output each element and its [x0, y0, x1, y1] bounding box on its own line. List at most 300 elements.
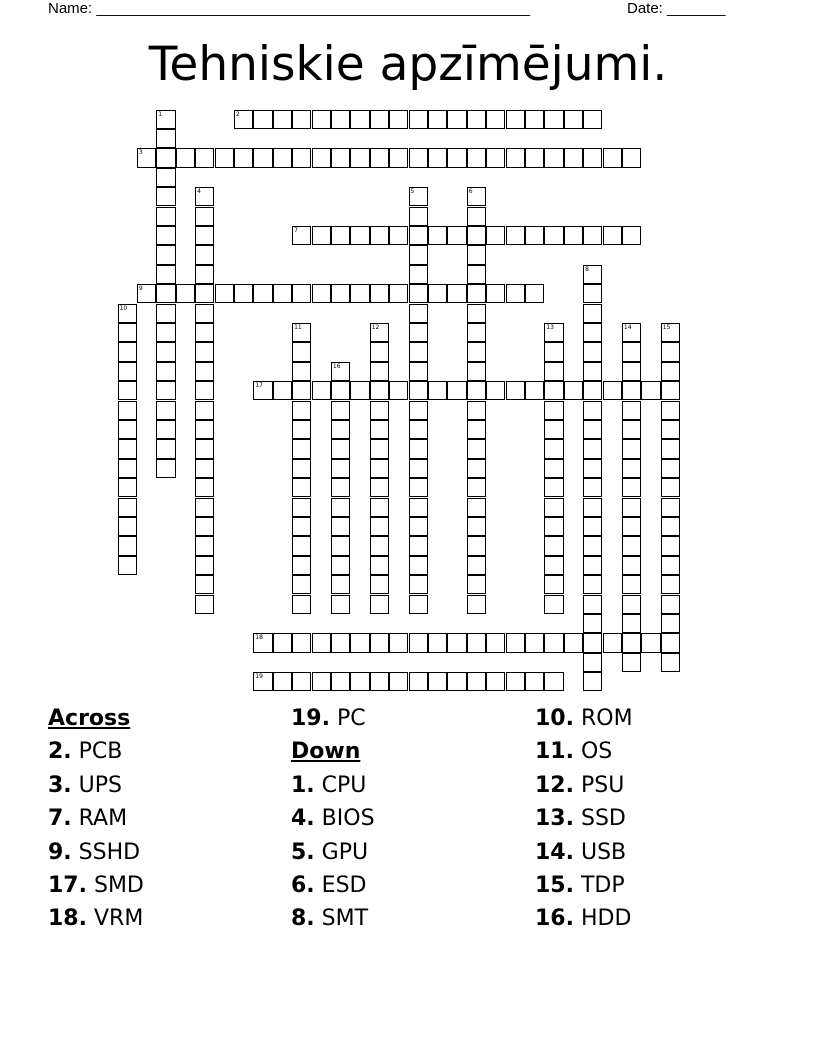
crossword-cell[interactable] [544, 517, 563, 536]
crossword-cell[interactable] [350, 148, 369, 167]
crossword-cell[interactable] [447, 226, 466, 245]
crossword-cell[interactable] [350, 110, 369, 129]
crossword-cell[interactable] [564, 148, 583, 167]
crossword-cell[interactable] [467, 110, 486, 129]
crossword-cell[interactable] [525, 284, 544, 303]
crossword-cell[interactable] [603, 226, 622, 245]
crossword-cell[interactable] [544, 401, 563, 420]
crossword-cell[interactable] [622, 459, 641, 478]
crossword-cell[interactable] [661, 653, 680, 672]
crossword-cell[interactable] [156, 226, 175, 245]
crossword-cell[interactable] [409, 207, 428, 226]
crossword-cell[interactable] [292, 575, 311, 594]
crossword-cell[interactable] [273, 672, 292, 691]
crossword-cell[interactable] [312, 226, 331, 245]
crossword-cell[interactable] [370, 517, 389, 536]
crossword-cell[interactable] [409, 284, 428, 303]
crossword-cell[interactable] [447, 148, 466, 167]
crossword-cell[interactable] [467, 362, 486, 381]
crossword-cell[interactable] [195, 517, 214, 536]
crossword-cell[interactable] [603, 381, 622, 400]
crossword-cell[interactable] [195, 498, 214, 517]
crossword-cell[interactable] [583, 420, 602, 439]
crossword-cell[interactable] [409, 556, 428, 575]
crossword-cell[interactable] [409, 187, 428, 206]
crossword-cell[interactable] [195, 226, 214, 245]
crossword-cell[interactable] [467, 498, 486, 517]
crossword-cell[interactable] [292, 148, 311, 167]
crossword-cell[interactable] [350, 284, 369, 303]
crossword-cell[interactable] [544, 536, 563, 555]
crossword-cell[interactable] [467, 517, 486, 536]
crossword-cell[interactable] [661, 459, 680, 478]
crossword-cell[interactable] [583, 536, 602, 555]
crossword-cell[interactable] [622, 401, 641, 420]
crossword-cell[interactable] [467, 556, 486, 575]
crossword-cell[interactable] [447, 284, 466, 303]
crossword-cell[interactable] [370, 498, 389, 517]
crossword-cell[interactable] [253, 110, 272, 129]
crossword-cell[interactable] [544, 633, 563, 652]
crossword-cell[interactable] [331, 284, 350, 303]
crossword-cell[interactable] [583, 498, 602, 517]
crossword-cell[interactable] [622, 439, 641, 458]
crossword-cell[interactable] [525, 226, 544, 245]
crossword-cell[interactable] [622, 556, 641, 575]
crossword-cell[interactable] [603, 633, 622, 652]
crossword-cell[interactable] [331, 401, 350, 420]
crossword-cell[interactable] [486, 148, 505, 167]
crossword-cell[interactable] [292, 498, 311, 517]
crossword-cell[interactable] [447, 633, 466, 652]
crossword-cell[interactable] [331, 556, 350, 575]
crossword-cell[interactable] [622, 498, 641, 517]
crossword-cell[interactable] [292, 633, 311, 652]
crossword-cell[interactable] [253, 672, 272, 691]
crossword-cell[interactable] [156, 187, 175, 206]
crossword-cell[interactable] [467, 633, 486, 652]
crossword-cell[interactable] [389, 672, 408, 691]
crossword-cell[interactable] [583, 672, 602, 691]
crossword-cell[interactable] [195, 381, 214, 400]
crossword-cell[interactable] [156, 420, 175, 439]
crossword-cell[interactable] [118, 362, 137, 381]
crossword-cell[interactable] [156, 323, 175, 342]
crossword-cell[interactable] [467, 226, 486, 245]
crossword-cell[interactable] [544, 556, 563, 575]
crossword-cell[interactable] [525, 672, 544, 691]
crossword-cell[interactable] [622, 595, 641, 614]
crossword-cell[interactable] [409, 304, 428, 323]
crossword-cell[interactable] [156, 401, 175, 420]
crossword-cell[interactable] [195, 575, 214, 594]
crossword-cell[interactable] [506, 148, 525, 167]
crossword-cell[interactable] [253, 381, 272, 400]
crossword-cell[interactable] [331, 595, 350, 614]
crossword-cell[interactable] [409, 439, 428, 458]
crossword-cell[interactable] [195, 304, 214, 323]
crossword-cell[interactable] [467, 595, 486, 614]
crossword-cell[interactable] [331, 226, 350, 245]
crossword-cell[interactable] [583, 110, 602, 129]
crossword-cell[interactable] [370, 672, 389, 691]
crossword-cell[interactable] [312, 148, 331, 167]
crossword-cell[interactable] [292, 439, 311, 458]
crossword-cell[interactable] [137, 284, 156, 303]
crossword-cell[interactable] [409, 575, 428, 594]
crossword-cell[interactable] [118, 304, 137, 323]
crossword-cell[interactable] [370, 401, 389, 420]
crossword-cell[interactable] [564, 110, 583, 129]
crossword-cell[interactable] [467, 342, 486, 361]
crossword-cell[interactable] [603, 148, 622, 167]
crossword-cell[interactable] [544, 595, 563, 614]
crossword-cell[interactable] [156, 168, 175, 187]
crossword-cell[interactable] [544, 323, 563, 342]
crossword-cell[interactable] [409, 633, 428, 652]
crossword-cell[interactable] [118, 536, 137, 555]
crossword-cell[interactable] [486, 672, 505, 691]
crossword-cell[interactable] [137, 148, 156, 167]
crossword-cell[interactable] [292, 284, 311, 303]
crossword-cell[interactable] [273, 110, 292, 129]
crossword-cell[interactable] [661, 536, 680, 555]
crossword-cell[interactable] [292, 323, 311, 342]
crossword-cell[interactable] [331, 498, 350, 517]
crossword-cell[interactable] [389, 110, 408, 129]
crossword-cell[interactable] [118, 381, 137, 400]
crossword-cell[interactable] [195, 284, 214, 303]
crossword-cell[interactable] [156, 207, 175, 226]
crossword-cell[interactable] [156, 362, 175, 381]
crossword-cell[interactable] [661, 401, 680, 420]
crossword-cell[interactable] [486, 226, 505, 245]
crossword-cell[interactable] [583, 517, 602, 536]
crossword-cell[interactable] [622, 362, 641, 381]
crossword-cell[interactable] [118, 517, 137, 536]
crossword-cell[interactable] [156, 245, 175, 264]
crossword-cell[interactable] [292, 342, 311, 361]
crossword-cell[interactable] [292, 478, 311, 497]
crossword-cell[interactable] [467, 245, 486, 264]
crossword-cell[interactable] [195, 439, 214, 458]
crossword-cell[interactable] [195, 362, 214, 381]
crossword-cell[interactable] [544, 226, 563, 245]
crossword-cell[interactable] [428, 284, 447, 303]
crossword-cell[interactable] [292, 362, 311, 381]
crossword-cell[interactable] [544, 575, 563, 594]
crossword-cell[interactable] [292, 381, 311, 400]
crossword-cell[interactable] [370, 323, 389, 342]
crossword-cell[interactable] [409, 381, 428, 400]
crossword-cell[interactable] [118, 401, 137, 420]
crossword-cell[interactable] [195, 207, 214, 226]
crossword-cell[interactable] [350, 381, 369, 400]
crossword-cell[interactable] [544, 381, 563, 400]
crossword-cell[interactable] [195, 556, 214, 575]
crossword-cell[interactable] [409, 420, 428, 439]
crossword-cell[interactable] [195, 459, 214, 478]
crossword-cell[interactable] [409, 478, 428, 497]
crossword-cell[interactable] [253, 148, 272, 167]
crossword-cell[interactable] [661, 362, 680, 381]
crossword-cell[interactable] [273, 284, 292, 303]
crossword-cell[interactable] [370, 478, 389, 497]
crossword-cell[interactable] [195, 536, 214, 555]
crossword-cell[interactable] [118, 556, 137, 575]
crossword-cell[interactable] [389, 226, 408, 245]
crossword-cell[interactable] [583, 459, 602, 478]
crossword-cell[interactable] [370, 536, 389, 555]
crossword-cell[interactable] [661, 614, 680, 633]
crossword-cell[interactable] [641, 633, 660, 652]
crossword-cell[interactable] [156, 110, 175, 129]
crossword-cell[interactable] [118, 478, 137, 497]
crossword-cell[interactable] [312, 672, 331, 691]
crossword-cell[interactable] [467, 187, 486, 206]
crossword-cell[interactable] [583, 556, 602, 575]
crossword-cell[interactable] [467, 420, 486, 439]
crossword-cell[interactable] [292, 672, 311, 691]
crossword-cell[interactable] [156, 148, 175, 167]
crossword-cell[interactable] [661, 633, 680, 652]
crossword-cell[interactable] [428, 110, 447, 129]
crossword-cell[interactable] [467, 575, 486, 594]
crossword-cell[interactable] [583, 284, 602, 303]
crossword-cell[interactable] [331, 633, 350, 652]
crossword-cell[interactable] [312, 110, 331, 129]
crossword-cell[interactable] [118, 439, 137, 458]
crossword-cell[interactable] [253, 284, 272, 303]
crossword-cell[interactable] [525, 148, 544, 167]
crossword-cell[interactable] [583, 653, 602, 672]
crossword-cell[interactable] [118, 342, 137, 361]
crossword-cell[interactable] [564, 226, 583, 245]
crossword-cell[interactable] [409, 595, 428, 614]
crossword-cell[interactable] [544, 110, 563, 129]
crossword-cell[interactable] [525, 110, 544, 129]
crossword-cell[interactable] [583, 226, 602, 245]
crossword-cell[interactable] [467, 401, 486, 420]
crossword-cell[interactable] [195, 342, 214, 361]
crossword-cell[interactable] [622, 342, 641, 361]
crossword-cell[interactable] [292, 556, 311, 575]
crossword-cell[interactable] [370, 556, 389, 575]
crossword-cell[interactable] [292, 595, 311, 614]
crossword-cell[interactable] [544, 478, 563, 497]
crossword-cell[interactable] [544, 362, 563, 381]
crossword-cell[interactable] [622, 420, 641, 439]
crossword-cell[interactable] [195, 148, 214, 167]
crossword-cell[interactable] [467, 304, 486, 323]
crossword-cell[interactable] [253, 633, 272, 652]
crossword-cell[interactable] [331, 110, 350, 129]
crossword-cell[interactable] [409, 401, 428, 420]
crossword-cell[interactable] [583, 595, 602, 614]
crossword-cell[interactable] [622, 536, 641, 555]
crossword-cell[interactable] [622, 575, 641, 594]
crossword-cell[interactable] [622, 653, 641, 672]
crossword-cell[interactable] [544, 498, 563, 517]
crossword-cell[interactable] [583, 342, 602, 361]
crossword-cell[interactable] [447, 110, 466, 129]
crossword-cell[interactable] [409, 148, 428, 167]
crossword-cell[interactable] [195, 595, 214, 614]
crossword-cell[interactable] [350, 633, 369, 652]
crossword-cell[interactable] [544, 459, 563, 478]
crossword-cell[interactable] [118, 459, 137, 478]
crossword-cell[interactable] [350, 672, 369, 691]
crossword-cell[interactable] [234, 148, 253, 167]
crossword-cell[interactable] [370, 420, 389, 439]
crossword-cell[interactable] [292, 110, 311, 129]
crossword-cell[interactable] [486, 633, 505, 652]
crossword-cell[interactable] [661, 342, 680, 361]
crossword-cell[interactable] [195, 245, 214, 264]
crossword-cell[interactable] [389, 633, 408, 652]
crossword-cell[interactable] [118, 498, 137, 517]
crossword-cell[interactable] [428, 226, 447, 245]
crossword-cell[interactable] [506, 284, 525, 303]
crossword-cell[interactable] [273, 148, 292, 167]
crossword-cell[interactable] [506, 633, 525, 652]
crossword-cell[interactable] [409, 672, 428, 691]
crossword-cell[interactable] [292, 517, 311, 536]
crossword-cell[interactable] [331, 672, 350, 691]
crossword-cell[interactable] [661, 498, 680, 517]
crossword-cell[interactable] [583, 265, 602, 284]
crossword-cell[interactable] [622, 148, 641, 167]
crossword-cell[interactable] [506, 672, 525, 691]
crossword-cell[interactable] [118, 323, 137, 342]
crossword-cell[interactable] [156, 284, 175, 303]
crossword-cell[interactable] [331, 362, 350, 381]
crossword-cell[interactable] [544, 439, 563, 458]
crossword-cell[interactable] [195, 420, 214, 439]
crossword-cell[interactable] [195, 401, 214, 420]
crossword-cell[interactable] [583, 148, 602, 167]
crossword-cell[interactable] [273, 633, 292, 652]
crossword-cell[interactable] [467, 207, 486, 226]
crossword-cell[interactable] [622, 614, 641, 633]
crossword-cell[interactable] [622, 517, 641, 536]
crossword-cell[interactable] [156, 439, 175, 458]
crossword-cell[interactable] [661, 439, 680, 458]
crossword-cell[interactable] [467, 323, 486, 342]
crossword-cell[interactable] [583, 381, 602, 400]
crossword-cell[interactable] [370, 148, 389, 167]
crossword-cell[interactable] [370, 381, 389, 400]
crossword-cell[interactable] [195, 323, 214, 342]
crossword-cell[interactable] [312, 284, 331, 303]
crossword-cell[interactable] [331, 148, 350, 167]
crossword-cell[interactable] [292, 536, 311, 555]
crossword-cell[interactable] [331, 459, 350, 478]
crossword-cell[interactable] [622, 478, 641, 497]
crossword-cell[interactable] [176, 148, 195, 167]
crossword-cell[interactable] [583, 575, 602, 594]
crossword-cell[interactable] [622, 323, 641, 342]
crossword-cell[interactable] [156, 304, 175, 323]
crossword-cell[interactable] [156, 381, 175, 400]
crossword-cell[interactable] [370, 633, 389, 652]
crossword-cell[interactable] [486, 381, 505, 400]
crossword-cell[interactable] [506, 226, 525, 245]
crossword-cell[interactable] [409, 323, 428, 342]
crossword-cell[interactable] [447, 381, 466, 400]
crossword-cell[interactable] [525, 633, 544, 652]
crossword-cell[interactable] [544, 420, 563, 439]
crossword-cell[interactable] [331, 420, 350, 439]
crossword-cell[interactable] [583, 323, 602, 342]
crossword-cell[interactable] [215, 148, 234, 167]
crossword-cell[interactable] [409, 362, 428, 381]
crossword-cell[interactable] [467, 381, 486, 400]
crossword-cell[interactable] [622, 226, 641, 245]
crossword-cell[interactable] [525, 381, 544, 400]
crossword-cell[interactable] [467, 265, 486, 284]
crossword-cell[interactable] [661, 556, 680, 575]
crossword-cell[interactable] [156, 129, 175, 148]
crossword-cell[interactable] [156, 459, 175, 478]
crossword-cell[interactable] [156, 342, 175, 361]
crossword-cell[interactable] [467, 478, 486, 497]
crossword-cell[interactable] [661, 381, 680, 400]
crossword-cell[interactable] [195, 265, 214, 284]
crossword-cell[interactable] [564, 633, 583, 652]
crossword-cell[interactable] [389, 148, 408, 167]
crossword-cell[interactable] [583, 362, 602, 381]
crossword-cell[interactable] [641, 381, 660, 400]
crossword-cell[interactable] [370, 595, 389, 614]
crossword-cell[interactable] [622, 381, 641, 400]
crossword-cell[interactable] [331, 478, 350, 497]
crossword-cell[interactable] [331, 536, 350, 555]
crossword-cell[interactable] [370, 439, 389, 458]
crossword-cell[interactable] [156, 265, 175, 284]
crossword-cell[interactable] [215, 284, 234, 303]
crossword-cell[interactable] [564, 381, 583, 400]
crossword-cell[interactable] [486, 110, 505, 129]
crossword-cell[interactable] [292, 401, 311, 420]
crossword-cell[interactable] [661, 575, 680, 594]
crossword-cell[interactable] [312, 633, 331, 652]
crossword-cell[interactable] [409, 265, 428, 284]
crossword-cell[interactable] [428, 633, 447, 652]
crossword-cell[interactable] [273, 381, 292, 400]
crossword-cell[interactable] [292, 226, 311, 245]
crossword-cell[interactable] [409, 517, 428, 536]
crossword-cell[interactable] [409, 459, 428, 478]
crossword-cell[interactable] [428, 672, 447, 691]
crossword-cell[interactable] [292, 420, 311, 439]
crossword-cell[interactable] [409, 245, 428, 264]
crossword-cell[interactable] [409, 498, 428, 517]
crossword-cell[interactable] [661, 323, 680, 342]
crossword-cell[interactable] [409, 536, 428, 555]
crossword-cell[interactable] [292, 459, 311, 478]
crossword-cell[interactable] [370, 459, 389, 478]
crossword-cell[interactable] [467, 459, 486, 478]
crossword-cell[interactable] [370, 110, 389, 129]
crossword-cell[interactable] [428, 381, 447, 400]
crossword-cell[interactable] [409, 342, 428, 361]
crossword-cell[interactable] [312, 381, 331, 400]
crossword-cell[interactable] [389, 284, 408, 303]
crossword-cell[interactable] [447, 672, 466, 691]
crossword-cell[interactable] [506, 381, 525, 400]
crossword-cell[interactable] [176, 284, 195, 303]
